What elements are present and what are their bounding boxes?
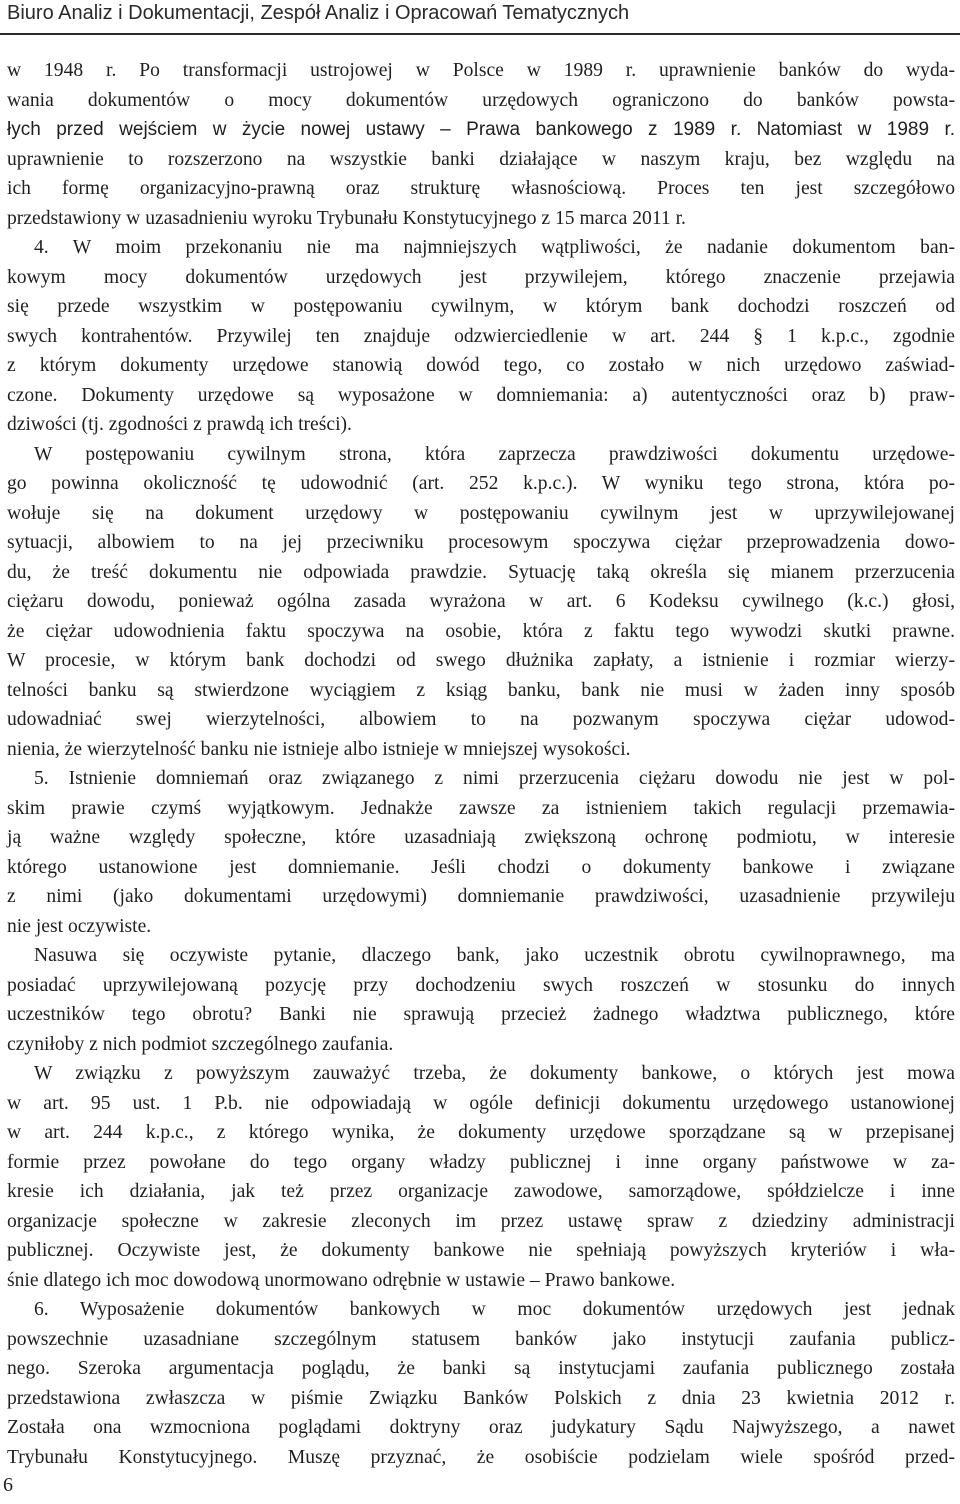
text-line: telności banku są stwierdzone wyciągiem z ksiąg banku, bank nie musi w żaden inny sposób [7,679,955,701]
text-line: 4. W moim przekonaniu nie ma najmniejszych wątpliwości, że nadanie dokumentom ban- [34,237,955,258]
text-line: formie przez powołane do tego organy władzy publicznej i inne organy państwowe w za- [7,1151,955,1173]
text-line: ją ważne względy społeczne, które uzasadniają zwiększoną ochronę podmiotu, w interesie [7,827,955,848]
text-line: przedstawiony w uzasadnieniu wyroku Trybunału Konstytucyjnego z 15 marca 2011 r. [7,207,686,229]
text-line: W procesie, w którym bank dochodzi od swego dłużnika zapłaty, a istnienie i rozmiar wierzy- [7,650,955,671]
text-line: W postępowaniu cywilnym strona, która zaprzecza prawdziwości dokumentu urzędowe- [34,443,955,465]
text-line: czone. Dokumenty urzędowe są wyposażone w domniemania: a) autentyczności oraz b) praw- [7,384,955,406]
text-line: w 1948 r. Po transformacji ustrojowej w Polsce w 1989 r. uprawnienie banków do wyda- [7,60,955,81]
text-line: dziwości (tj. zgodności z prawdą ich treści). [7,414,352,435]
text-line: w art. 95 ust. 1 P.b. nie odpowiadają w ogóle definicji dokumentu urzędowego ustanowionej [7,1092,955,1114]
text-line: organizacje społeczne w zakresie zleconych im przez ustawę spraw z dziedziny administracji [7,1210,955,1232]
text-line: uprawnienie to rozszerzono na wszystkie banki działające w naszym kraju, bez względu na [7,148,955,170]
text-line: Została ona wzmocniona poglądami doktryny oraz judykatury Sądu Najwyższego, a nawet [7,1417,955,1438]
text-line: skim prawie czymś wyjątkowym. Jednakże zawsze za istnieniem takich regulacji przemawia- [7,797,955,819]
text-line: kowym mocy dokumentów urzędowych jest przywilejem, którego znaczenie przejawia [7,266,955,288]
text-line: czyniłoby z nich podmiot szczególnego zaufania. [7,1033,394,1055]
text-line: nie jest oczywiste. [7,915,152,937]
text-line: powszechnie uzasadniane szczególnym statusem banków jako instytucji zaufania publicz- [7,1328,955,1350]
header-rule [0,33,960,35]
text-line: kresie ich działania, jak też przez organizacje zawodowe, samorządowe, spółdzielcze i inne [7,1181,955,1202]
text-line: nienia, że wierzytelność banku nie istnieje albo istnieje w mniejszej wysokości. [7,738,631,760]
text-line: się przede wszystkim w postępowaniu cywilnym, w którym bank dochodzi roszczeń od [7,296,955,317]
text-line: 5. Istnienie domniemań oraz związanego z nimi przerzucenia ciężaru dowodu nie jest w pol- [34,768,955,789]
text-line: łych przed wejściem w życie nowej ustawy – Prawa bankowego z 1989 r. Natomiast w 1989 r. [7,119,955,140]
text-line: w art. 244 k.p.c., z którego wynika, że dokumenty urzędowe sporządzane są w przepisanej [7,1122,955,1143]
text-line: du, że treść dokumentu nie odpowiada prawdzie. Sytuację taką określa się mianem przerzucenia [7,561,955,583]
text-line: sytuacji, albowiem to na jej przeciwniku procesowym spoczywa ciężar przeprowadzenia dowo- [7,532,955,553]
text-line: wania dokumentów o mocy dokumentów urzędowych ograniczono do banków powsta- [7,89,955,111]
text-line: przedstawiona zwłaszcza w piśmie Związku Banków Polskich z dnia 23 kwietnia 2012 r. [7,1387,955,1409]
body-text [7,56,955,1472]
text-line: posiadać uprzywilejowaną pozycję przy dochodzeniu swych roszczeń w stosunku do innych [7,974,955,996]
text-line: ich formę organizacyjno-prawną oraz strukturę własnościową. Proces ten jest szczegółowo [7,178,955,199]
text-line: uczestników tego obrotu? Banki nie sprawują przecież żadnego władztwa publicznego, które [7,1004,955,1025]
text-line: z którym dokumenty urzędowe stanowią dowód tego, co zostało w nich urzędowo zaświad- [7,355,955,376]
text-line: go powinna okoliczność tę udowodnić (art. 252 k.p.c.). W wyniku tego strona, która po- [7,473,955,494]
text-line: śnie dlatego ich moc dowodową unormowano odrębnie w ustawie – Prawo bankowe. [7,1269,676,1291]
page-number: 6 [3,1474,13,1496]
text-line: 6. Wyposażenie dokumentów bankowych w moc dokumentów urzędowych jest jednak [34,1299,955,1320]
text-line: którego ustanowione jest domniemanie. Jeśli chodzi o dokumenty bankowe i związane [7,856,955,878]
text-line: że ciężar udowodnienia faktu spoczywa na osobie, która z faktu tego wywodzi skutki prawne. [7,620,955,642]
text-line: Trybunału Konstytucyjnego. Muszę przyznać, że osobiście podzielam wiele spośród przed- [7,1446,955,1468]
text-line: udowadniać swej wierzytelności, albowiem to na pozwanym spoczywa ciężar udowod- [7,709,955,730]
text-line: swych kontrahentów. Przywilej ten znajduje odzwierciedlenie w art. 244 § 1 k.p.c., zgodnie [7,325,955,347]
text-line: nego. Szeroka argumentacja poglądu, że banki są instytucjami zaufania publicznego została [7,1358,955,1379]
text-line: ciężaru dowodu, ponieważ ogólna zasada wyrażona w art. 6 Kodeksu cywilnego (k.c.) głosi, [7,591,955,612]
running-header: Biuro Analiz i Dokumentacji, Zespół Analiz i Opracowań Tematycznych [7,2,630,24]
text-line: wołuje się na dokument urzędowy w postępowaniu cywilnym jest w uprzywilejowanej [7,502,955,524]
text-line: W związku z powyższym zauważyć trzeba, że dokumenty bankowe, o których jest mowa [34,1063,955,1084]
text-line: z nimi (jako dokumentami urzędowymi) domniemanie prawdziwości, uzasadnienie przywileju [7,886,955,907]
text-line: publicznej. Oczywiste jest, że dokumenty bankowe nie spełniają powyższych kryteriów i wła- [7,1240,955,1261]
text-line: Nasuwa się oczywiste pytanie, dlaczego bank, jako uczestnik obrotu cywilnoprawnego, ma [34,945,955,966]
